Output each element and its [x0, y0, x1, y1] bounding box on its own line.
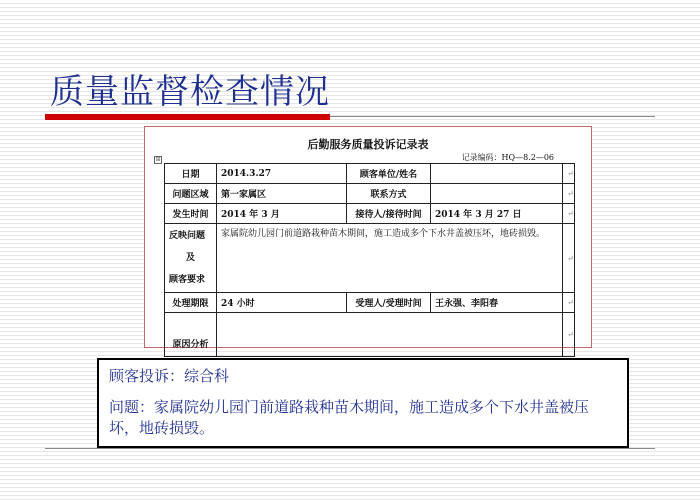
- table-row: [165, 224, 575, 293]
- paragraph-mark-icon: ↵: [563, 293, 575, 313]
- table-row: [165, 204, 575, 224]
- occur-time-value: 2014 年 3 月: [217, 204, 347, 224]
- table-row: [165, 164, 575, 184]
- receiver-label: 接待人/接待时间: [347, 204, 431, 224]
- table-row: [165, 293, 575, 313]
- title-underline-red: [45, 114, 330, 120]
- area-label: 问题区域: [165, 184, 217, 204]
- cause-label: 原因分析: [165, 313, 217, 357]
- area-value: 第一家属区: [217, 184, 347, 204]
- footer-divider: [45, 448, 655, 449]
- paragraph-mark-icon: ↵: [563, 204, 575, 224]
- deadline-value: 24 小时: [217, 293, 347, 313]
- occur-time-label: 发生时间: [165, 204, 217, 224]
- customer-unit-value: [431, 164, 563, 184]
- document-title: 后勤服务质量投诉记录表: [307, 138, 429, 151]
- paragraph-mark-icon: ↵: [563, 184, 575, 204]
- feedback-value: 家属院幼儿园门前道路栽种苗木期间，施工造成多个下水井盖被压坏，地砖损毁。: [217, 224, 563, 293]
- feedback-label: [165, 224, 217, 293]
- feedback-label-line-2: 及: [185, 253, 195, 263]
- paragraph-mark-icon: ↵: [563, 164, 575, 184]
- table-move-handle-icon: ⊞: [155, 156, 161, 163]
- feedback-label-line-3: 顾客要求: [169, 275, 206, 285]
- customer-unit-label: 顾客单位/姓名: [347, 164, 431, 184]
- title-underline-gray: [330, 116, 655, 117]
- date-value: 2014.3.27: [217, 164, 347, 184]
- table-row: [165, 184, 575, 204]
- feedback-label-line-1: 反映问题: [169, 231, 206, 241]
- cause-value: [217, 313, 563, 357]
- complaint-summary-box: [97, 358, 629, 448]
- paragraph-mark-icon: ↵: [563, 224, 575, 293]
- handler-label: 受理人/受理时间: [347, 293, 431, 313]
- deadline-label: 处理期限: [165, 293, 217, 313]
- complaint-heading: 顾客投诉：综合科: [109, 367, 230, 385]
- complaint-problem-text: 问题：家属院幼儿园门前道路栽种苗木期间，施工造成多个下水井盖被压坏，地砖损毁。: [109, 398, 590, 437]
- table-row: [165, 313, 575, 357]
- receiver-value: 2014 年 3 月 27 日: [431, 204, 563, 224]
- slide-title: 质量监督检查情况: [50, 72, 330, 112]
- contact-label: 联系方式: [347, 184, 431, 204]
- date-label: 日期: [165, 164, 217, 184]
- contact-value: [431, 184, 563, 204]
- handler-value: 王永强、李阳春: [431, 293, 563, 313]
- record-code: 记录编码：HQ—8.2—06: [461, 153, 554, 162]
- complaint-record-table: [164, 163, 575, 357]
- paragraph-mark-icon: ↵: [563, 313, 575, 357]
